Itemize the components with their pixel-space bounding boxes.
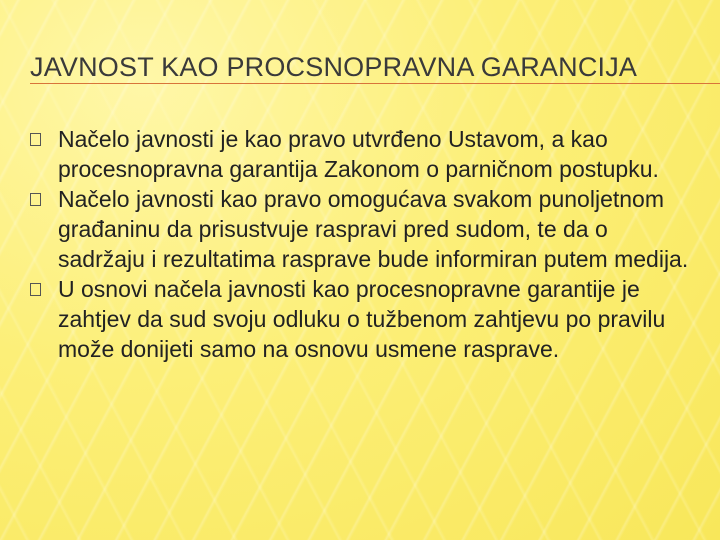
square-bullet-icon: [30, 193, 41, 206]
list-item: [30, 274, 700, 364]
bullet-text: U osnovi načela javnosti kao procesnopravne garantije je zahtjev da sud svoju odluku o tužbenom zahtjevu po pravilu može donijeti samo na osnovu usmene rasprave.: [58, 276, 666, 362]
bullet-text: Načelo javnosti kao pravo omogućava svakom punoljetnom građaninu da prisustvuje raspravi pred sudom, te da o sadržaju i rezultatima rasprave bude informiran putem medija.: [58, 186, 689, 272]
square-bullet-icon: [30, 283, 41, 296]
bullet-list: [30, 124, 700, 364]
square-bullet-icon: [30, 133, 41, 146]
title-underline: [30, 83, 720, 84]
bullet-text: Načelo javnosti je kao pravo utvrđeno Ustavom, a kao procesnopravna garantija Zakonom o parničnom postupku.: [58, 126, 659, 182]
list-item: [30, 184, 700, 274]
list-item: [30, 124, 700, 184]
slide-title: JAVNOST KAO PROCSNOPRAVNA GARANCIJA: [30, 52, 638, 82]
